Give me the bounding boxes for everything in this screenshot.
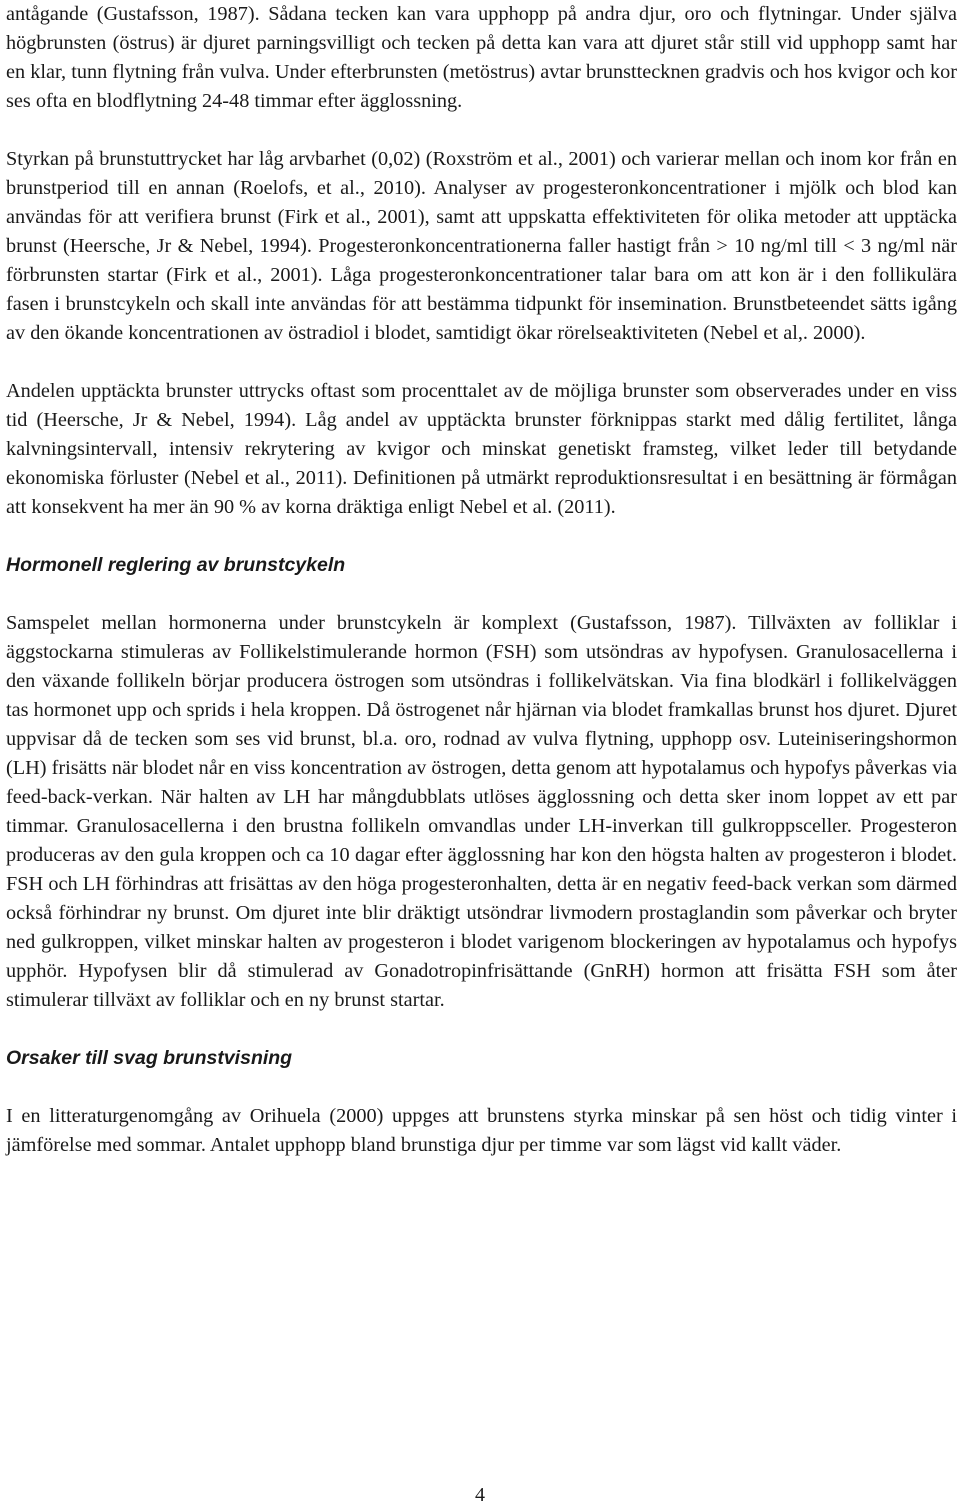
paragraph-estrus-heritability: Styrkan på brunstuttrycket har låg arvbarhet (0,02) (Roxström et al., 2001) och varierar mellan och inom kor från en brunstperiod till en annan (Roelofs, et al., 2010). Analyser av progesteronkoncentrationer i mjölk och blod kan användas för att verifiera brunst (Firk et al., 2001), samt att uppskatta effektiviteten för olika metoder att upptäcka brunst (Heersche, Jr & Nebel, 1994). Progesteronkoncentrationerna faller hastigt från > 10 ng/ml till < 3 ng/ml när förbrunsten startar (Firk et al., 2001). Låga progesteronkoncentrationer talar bara om att kon är i den follikulära fasen i brunstcykeln och skall inte användas för att bestämma tidpunkt för insemination. Brunstbeteendet sätts igång av den ökande koncentrationen av östradiol i blodet, samtidigt ökar rörelseaktiviteten (Nebel et al,. 2000). [6, 148, 957, 344]
section-heading-hormonal-regulation: Hormonell reglering av brunstcykeln [6, 554, 346, 576]
section-heading-weak-estrus: Orsaker till svag brunstvisning [6, 1047, 293, 1069]
paragraph-seasonal-effects: I en litteraturgenomgång av Orihuela (2000) uppges att brunstens styrka minskar på sen höst och tidig vinter i jämförelse med sommar. Antalet upphopp bland brunstiga djur per timme var som lägst vid kallt väder. [6, 1105, 957, 1156]
paragraph-detection-rate: Andelen upptäckta brunster uttrycks oftast som procenttalet av de möjliga brunster som observerades under en viss tid (Heersche, Jr & Nebel, 1994). Låg andel av upptäckta brunster förknippas starkt med dålig fertilitet, långa kalvningsintervall, intensiv rekrytering av kvigor och minskat genetiskt framsteg, vilket leder till betydande ekonomiska förluster (Nebel et al., 2011). Definitionen på utmärkt reproduktionsresultat i en besättning är förmågan att konsekvent ha mer än 90 % av korna dräktiga enligt Nebel et al. (2011). [6, 380, 957, 518]
paragraph-hormone-interplay: Samspelet mellan hormonerna under brunstcykeln är komplext (Gustafsson, 1987). Tillväxten av folliklar i äggstockarna stimuleras av Follikelstimulerande hormon (FSH) som utsöndras av hypofysen. Granulosacellerna i den växande follikeln börjar producera östrogen som utsöndras i follikelvätskan. Via fina blodkärl i follikelväggen tas hormonet upp och sprids i hela kroppen. Då östrogenet når hjärnan via blodet framkallas brunst hos djuret. Djuret uppvisar då de tecken som ses vid brunst, bl.a. oro, rodnad av vulva flytning, upphopp osv. Luteiniseringshormon (LH) frisätts när blodet når en viss koncentration av östrogen, detta genom att hypotalamus och hypofys påverkas via feed-back-verkan. När halten av LH har mångdubblats utlöses ägglossning och detta sker inom loppet av ett par timmar. Granulosacellerna i den brustna follikeln omvandlas under LH-inverkan till gulkroppsceller. Progesteron produceras av den gula kroppen och ca 10 dagar efter ägglossning har kon den högsta halten av progesteron i blodet. FSH och LH förhindras att frisättas av den höga progesteronhalten, detta är en negativ feed-back verkan som därmed också förhindrar ny brunst. Om djuret inte blir dräktigt utsöndrar livmodern prostaglandin som påverkar och bryter ned gulkroppen, vilket minskar halten av progesteron i blodet varigenom blockeringen av hypotalamus och hypofys upphör. Hypofysen blir då stimulerad av Gonadotropinfrisättande (GnRH) hormon att frisätta FSH som åter stimulerar tillväxt av folliklar och en ny brunst startar. [6, 612, 957, 1011]
paragraph-estrus-signs: antågande (Gustafsson, 1987). Sådana tecken kan vara upphopp på andra djur, oro och flytningar. Under själva högbrunsten (östrus) är djuret parningsvilligt och tecken på detta kan vara att djuret står still vid upphopp samt har en klar, tunn flytning från vulva. Under efterbrunsten (metöstrus) avtar brunsttecknen gradvis och hos kvigor och kor ses ofta en blodflytning 24-48 timmar efter ägglossning. [6, 3, 957, 112]
page-number: 4 [475, 1484, 485, 1506]
